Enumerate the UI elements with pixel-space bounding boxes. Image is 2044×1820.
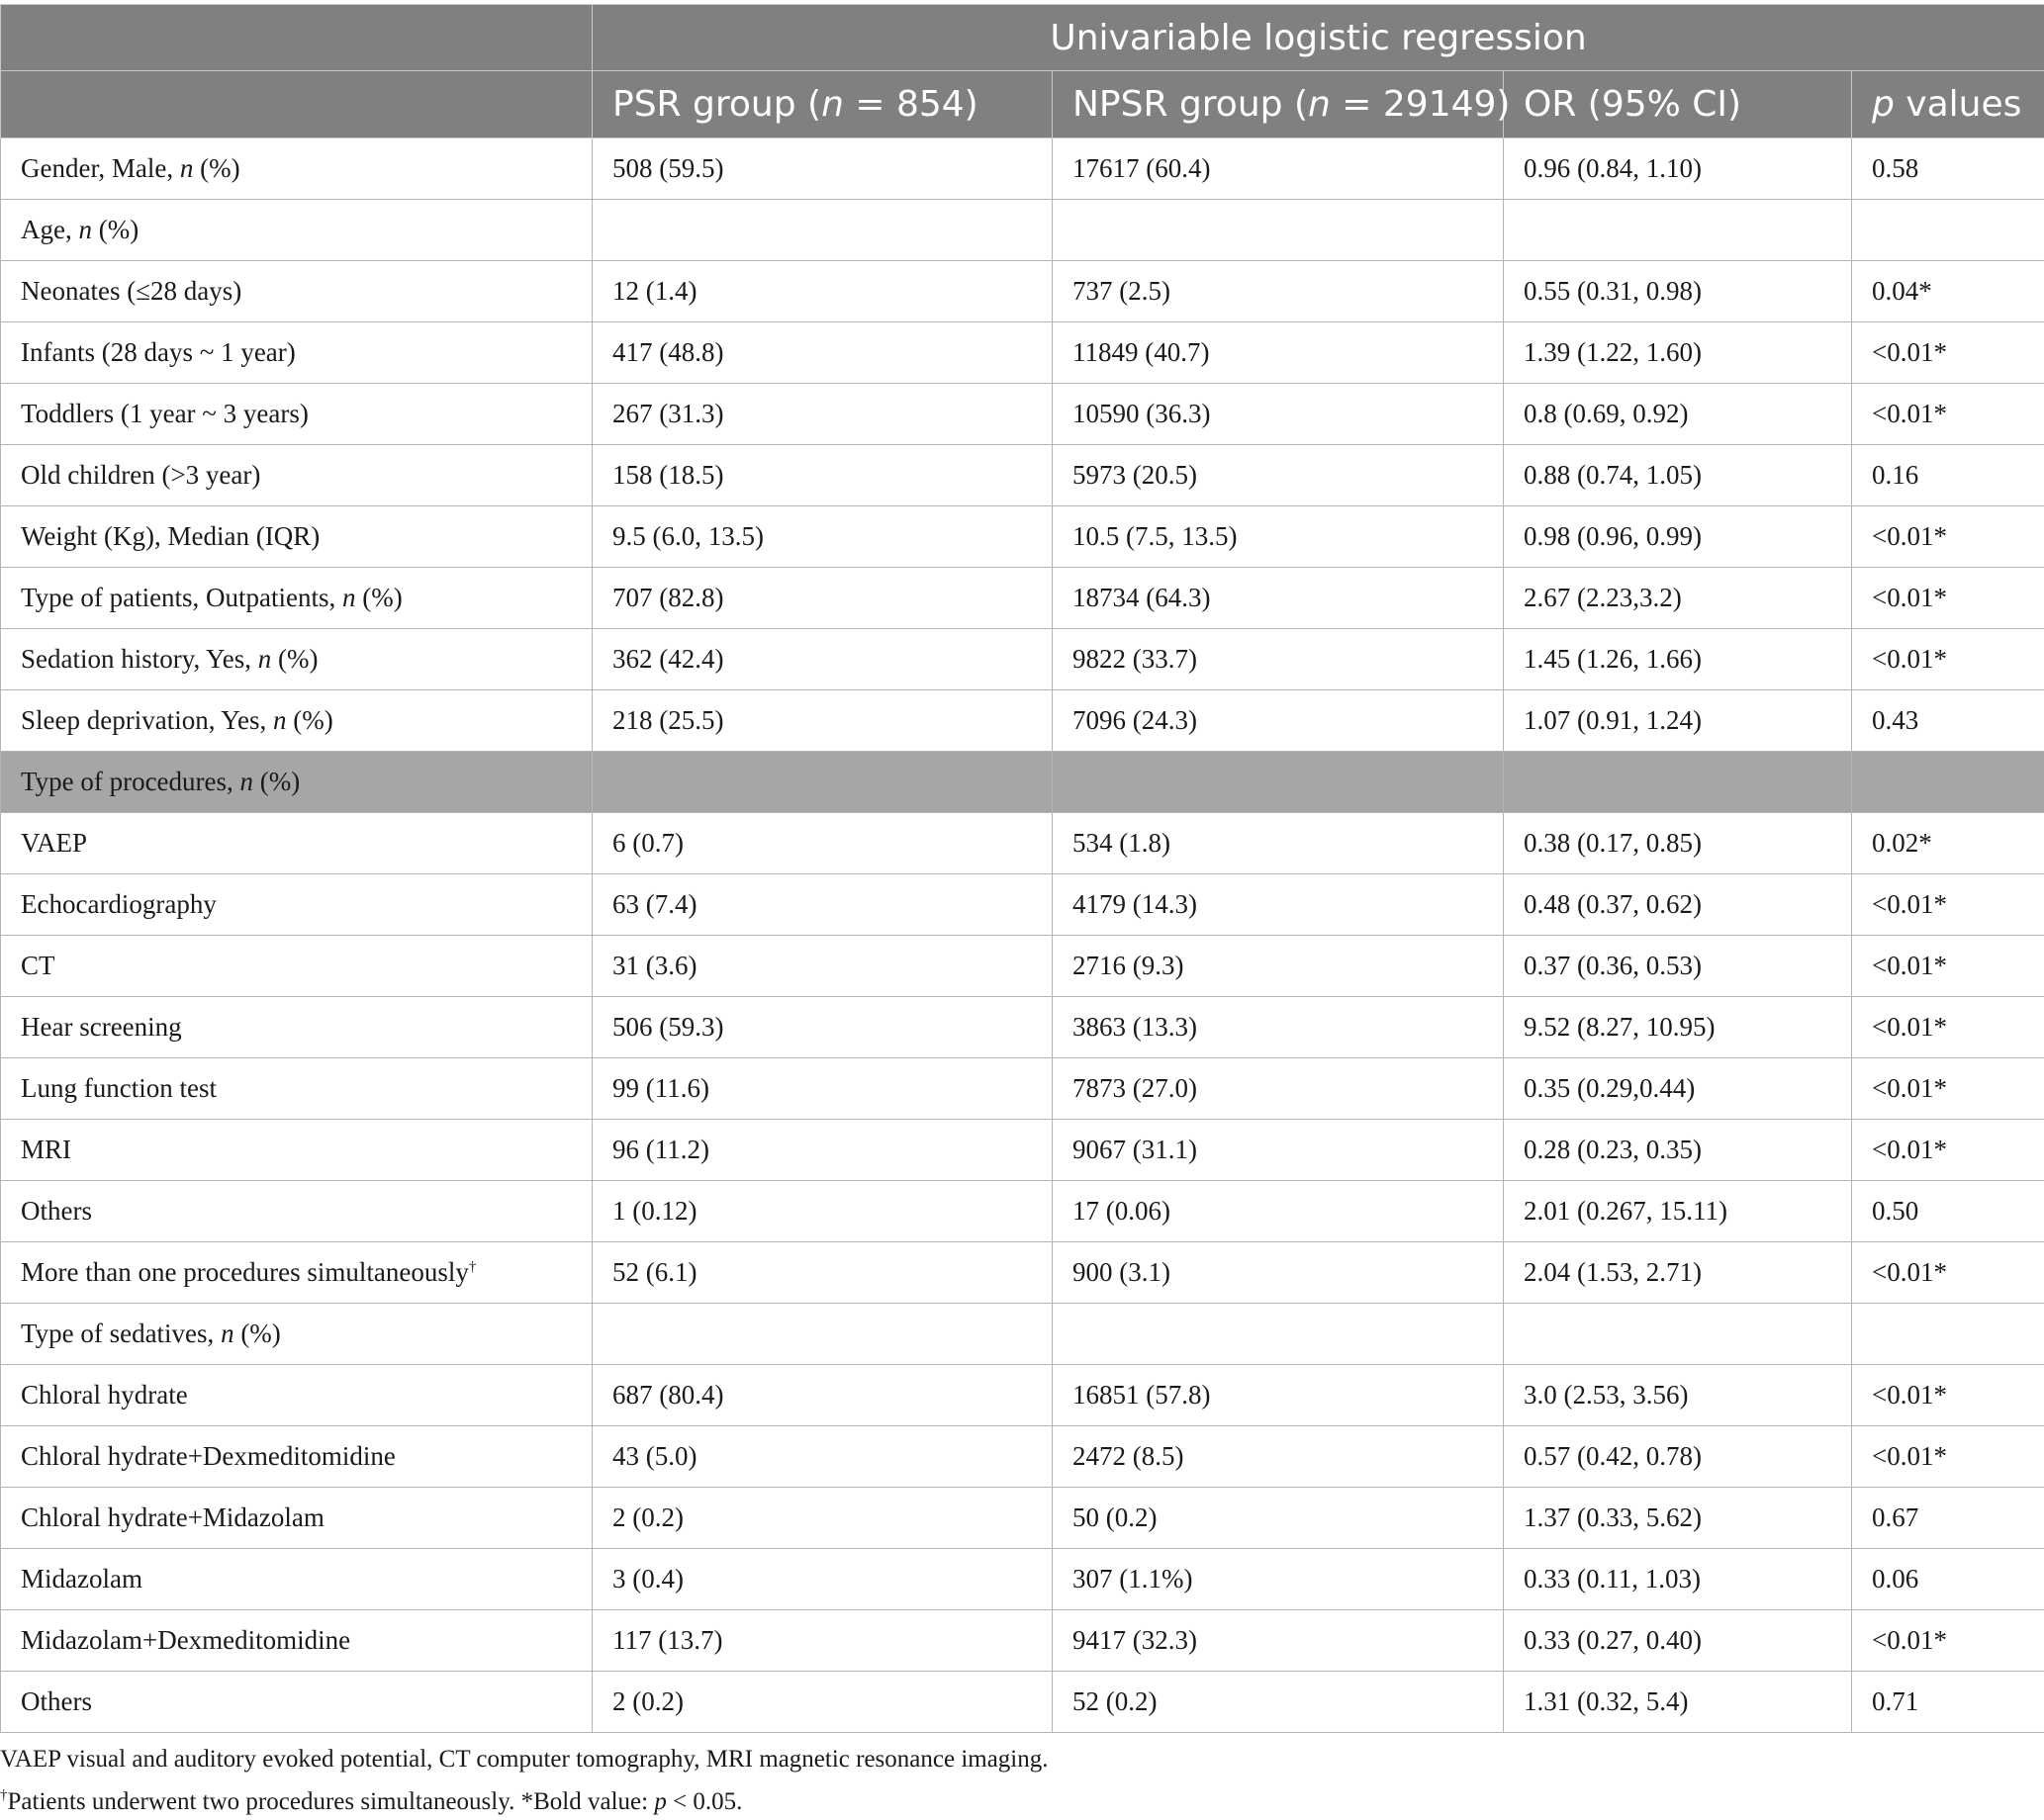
row-label-suffix: (%)	[271, 644, 318, 674]
row-label-text: Others	[21, 1686, 92, 1716]
row-label-text: Echocardiography	[21, 889, 217, 919]
table-row	[1, 1242, 2044, 1304]
npsr-cell: 11849 (40.7)	[1053, 322, 1504, 384]
psr-cell: 2 (0.2)	[593, 1488, 1053, 1549]
npsr-cell: 17617 (60.4)	[1053, 138, 1504, 200]
or-ci-cell	[1504, 1304, 1852, 1365]
p-value-cell: 0.06	[1852, 1549, 2044, 1610]
npsr-cell: 9822 (33.7)	[1053, 629, 1504, 690]
row-label-italic: n	[240, 767, 254, 796]
or-ci-cell	[1504, 752, 1852, 813]
p-value-cell: <0.01*	[1852, 997, 2044, 1058]
row-label	[1, 1610, 593, 1672]
row-label	[1, 1365, 593, 1426]
p-value-cell: <0.01*	[1852, 568, 2044, 629]
psr-cell: 158 (18.5)	[593, 445, 1053, 506]
col-header-npsr: NPSR group (n = 29149)	[1053, 71, 1504, 138]
row-label-text: Others	[21, 1196, 92, 1226]
npsr-cell	[1053, 752, 1504, 813]
psr-cell: 2 (0.2)	[593, 1672, 1053, 1733]
p-value-cell: <0.01*	[1852, 506, 2044, 568]
row-label-suffix: (%)	[234, 1319, 281, 1348]
table-row	[1, 1120, 2044, 1181]
p-value-cell	[1852, 200, 2044, 261]
row-label	[1, 138, 593, 200]
or-ci-cell: 0.88 (0.74, 1.05)	[1504, 445, 1852, 506]
row-label	[1, 568, 593, 629]
or-ci-cell: 0.98 (0.96, 0.99)	[1504, 506, 1852, 568]
row-label	[1, 752, 593, 813]
psr-cell: 6 (0.7)	[593, 813, 1053, 874]
row-label-text: Type of sedatives,	[21, 1319, 221, 1348]
p-value-cell: <0.01*	[1852, 1365, 2044, 1426]
row-label-text: Old children (>3 year)	[21, 460, 260, 490]
p-value-cell: 0.43	[1852, 690, 2044, 752]
p-value-cell: <0.01*	[1852, 1120, 2044, 1181]
row-label-suffix: (%)	[356, 583, 403, 612]
psr-cell	[593, 1304, 1053, 1365]
npsr-cell	[1053, 200, 1504, 261]
table-row	[1, 1672, 2044, 1733]
or-ci-cell: 0.28 (0.23, 0.35)	[1504, 1120, 1852, 1181]
psr-cell: 267 (31.3)	[593, 384, 1053, 445]
row-label	[1, 261, 593, 322]
table-row	[1, 1304, 2044, 1365]
table-row	[1, 1426, 2044, 1488]
npsr-cell: 737 (2.5)	[1053, 261, 1504, 322]
p-value-cell: <0.01*	[1852, 384, 2044, 445]
npsr-cell: 17 (0.06)	[1053, 1181, 1504, 1242]
row-label-text: Chloral hydrate+Dexmeditomidine	[21, 1441, 396, 1471]
p-value-cell: <0.01*	[1852, 936, 2044, 997]
p-value-cell	[1852, 752, 2044, 813]
footnotes	[0, 1742, 1049, 1813]
or-ci-cell: 2.67 (2.23,3.2)	[1504, 568, 1852, 629]
row-label-text: Gender, Male,	[21, 153, 180, 183]
p-value-cell: 0.04*	[1852, 261, 2044, 322]
psr-cell: 31 (3.6)	[593, 936, 1053, 997]
table-row	[1, 506, 2044, 568]
table-row	[1, 1365, 2044, 1426]
p-value-cell: 0.16	[1852, 445, 2044, 506]
table-row	[1, 997, 2044, 1058]
col-header-p: p values	[1852, 71, 2044, 138]
npsr-cell: 900 (3.1)	[1053, 1242, 1504, 1304]
table-row	[1, 1610, 2044, 1672]
row-label-text: Midazolam+Dexmeditomidine	[21, 1625, 350, 1655]
row-label-footnote-mark: †	[469, 1259, 477, 1275]
p-value-cell: 0.67	[1852, 1488, 2044, 1549]
row-label	[1, 445, 593, 506]
table-container	[0, 4, 2044, 1733]
row-label	[1, 813, 593, 874]
psr-cell: 687 (80.4)	[593, 1365, 1053, 1426]
row-label	[1, 1426, 593, 1488]
table-row	[1, 936, 2044, 997]
table-body	[1, 138, 2044, 1733]
or-ci-cell: 0.33 (0.11, 1.03)	[1504, 1549, 1852, 1610]
or-ci-cell: 0.96 (0.84, 1.10)	[1504, 138, 1852, 200]
or-ci-cell: 0.57 (0.42, 0.78)	[1504, 1426, 1852, 1488]
row-label-text: Chloral hydrate	[21, 1380, 188, 1410]
row-label-suffix: (%)	[92, 215, 139, 244]
row-label-text: Type of procedures,	[21, 767, 240, 796]
footnote-significance: †Patients underwent two procedures simultaneously. *Bold value: p < 0.05.	[0, 1777, 1049, 1813]
or-ci-cell: 0.37 (0.36, 0.53)	[1504, 936, 1852, 997]
p-value-cell: 0.58	[1852, 138, 2044, 200]
psr-cell: 362 (42.4)	[593, 629, 1053, 690]
p-value-cell: 0.50	[1852, 1181, 2044, 1242]
or-ci-cell: 1.45 (1.26, 1.66)	[1504, 629, 1852, 690]
or-ci-cell: 0.35 (0.29,0.44)	[1504, 1058, 1852, 1120]
p-value-cell: <0.01*	[1852, 322, 2044, 384]
row-label-text: Age,	[21, 215, 78, 244]
table-row	[1, 568, 2044, 629]
table-header	[1, 5, 2044, 138]
or-ci-cell: 1.07 (0.91, 1.24)	[1504, 690, 1852, 752]
or-ci-cell: 1.39 (1.22, 1.60)	[1504, 322, 1852, 384]
row-label-text: Chloral hydrate+Midazolam	[21, 1502, 325, 1532]
npsr-cell: 2716 (9.3)	[1053, 936, 1504, 997]
row-label	[1, 997, 593, 1058]
footnote-abbreviations: VAEP visual and auditory evoked potential, CT computer tomography, MRI magnetic resonance imaging.	[0, 1742, 1049, 1777]
npsr-cell: 10.5 (7.5, 13.5)	[1053, 506, 1504, 568]
row-label-text: Sleep deprivation, Yes,	[21, 705, 273, 735]
or-ci-cell: 0.38 (0.17, 0.85)	[1504, 813, 1852, 874]
table-row	[1, 445, 2044, 506]
table-row	[1, 384, 2044, 445]
npsr-cell: 50 (0.2)	[1053, 1488, 1504, 1549]
or-ci-cell: 9.52 (8.27, 10.95)	[1504, 997, 1852, 1058]
p-value-cell: <0.01*	[1852, 1610, 2044, 1672]
row-label	[1, 384, 593, 445]
p-value-cell: 0.71	[1852, 1672, 2044, 1733]
row-label	[1, 1304, 593, 1365]
row-label-text: CT	[21, 951, 55, 980]
row-label	[1, 629, 593, 690]
p-value-cell	[1852, 1304, 2044, 1365]
row-label-italic: n	[273, 705, 287, 735]
row-label	[1, 1672, 593, 1733]
header-row-span	[1, 5, 2044, 71]
regression-table	[0, 4, 2044, 1733]
table-row	[1, 1058, 2044, 1120]
row-label-text: Infants (28 days ~ 1 year)	[21, 337, 296, 367]
p-value-cell: <0.01*	[1852, 1058, 2044, 1120]
col-header-or: OR (95% CI)	[1504, 71, 1852, 138]
row-label-text: Sedation history, Yes,	[21, 644, 258, 674]
npsr-cell: 18734 (64.3)	[1053, 568, 1504, 629]
npsr-cell: 2472 (8.5)	[1053, 1426, 1504, 1488]
npsr-cell	[1053, 1304, 1504, 1365]
psr-cell: 508 (59.5)	[593, 138, 1053, 200]
table-row	[1, 261, 2044, 322]
table-row	[1, 1488, 2044, 1549]
table-row	[1, 629, 2044, 690]
psr-cell: 9.5 (6.0, 13.5)	[593, 506, 1053, 568]
psr-cell: 506 (59.3)	[593, 997, 1053, 1058]
psr-cell: 3 (0.4)	[593, 1549, 1053, 1610]
or-ci-cell: 2.04 (1.53, 2.71)	[1504, 1242, 1852, 1304]
table-row	[1, 813, 2044, 874]
row-label-text: Weight (Kg), Median (IQR)	[21, 521, 320, 551]
psr-cell	[593, 752, 1053, 813]
row-label-suffix: (%)	[193, 153, 239, 183]
table-row	[1, 138, 2044, 200]
header-row-columns	[1, 71, 2044, 138]
npsr-cell: 52 (0.2)	[1053, 1672, 1504, 1733]
psr-cell: 43 (5.0)	[593, 1426, 1053, 1488]
table-row	[1, 690, 2044, 752]
npsr-cell: 5973 (20.5)	[1053, 445, 1504, 506]
row-label	[1, 936, 593, 997]
row-label-text: Lung function test	[21, 1073, 217, 1103]
npsr-cell: 16851 (57.8)	[1053, 1365, 1504, 1426]
table-row	[1, 200, 2044, 261]
or-ci-cell: 0.33 (0.27, 0.40)	[1504, 1610, 1852, 1672]
row-label-text: VAEP	[21, 828, 87, 858]
row-label	[1, 874, 593, 936]
row-label	[1, 506, 593, 568]
col-header-variable	[1, 71, 593, 138]
row-label-italic: n	[180, 153, 194, 183]
npsr-cell: 10590 (36.3)	[1053, 384, 1504, 445]
psr-cell: 707 (82.8)	[593, 568, 1053, 629]
row-label	[1, 1488, 593, 1549]
row-label-italic: n	[342, 583, 356, 612]
row-label-suffix: (%)	[253, 767, 300, 796]
psr-cell: 218 (25.5)	[593, 690, 1053, 752]
psr-cell: 99 (11.6)	[593, 1058, 1053, 1120]
row-label-italic: n	[221, 1319, 234, 1348]
npsr-cell: 9417 (32.3)	[1053, 1610, 1504, 1672]
npsr-cell: 307 (1.1%)	[1053, 1549, 1504, 1610]
row-label-suffix: (%)	[286, 705, 332, 735]
npsr-cell: 4179 (14.3)	[1053, 874, 1504, 936]
or-ci-cell: 1.37 (0.33, 5.62)	[1504, 1488, 1852, 1549]
col-header-psr: PSR group (n = 854)	[593, 71, 1053, 138]
or-ci-cell: 0.48 (0.37, 0.62)	[1504, 874, 1852, 936]
p-value-cell: <0.01*	[1852, 629, 2044, 690]
or-ci-cell: 0.55 (0.31, 0.98)	[1504, 261, 1852, 322]
row-label	[1, 1120, 593, 1181]
psr-cell: 52 (6.1)	[593, 1242, 1053, 1304]
row-label	[1, 1181, 593, 1242]
row-label	[1, 1242, 593, 1304]
npsr-cell: 7873 (27.0)	[1053, 1058, 1504, 1120]
or-ci-cell: 3.0 (2.53, 3.56)	[1504, 1365, 1852, 1426]
row-label-text: MRI	[21, 1135, 71, 1164]
row-label-text: Type of patients, Outpatients,	[21, 583, 342, 612]
row-label	[1, 1549, 593, 1610]
row-label-text: Neonates (≤28 days)	[21, 276, 241, 306]
row-label-text: Hear screening	[21, 1012, 182, 1042]
or-ci-cell: 0.8 (0.69, 0.92)	[1504, 384, 1852, 445]
row-label-text: Midazolam	[21, 1564, 142, 1593]
psr-cell: 417 (48.8)	[593, 322, 1053, 384]
p-value-cell: <0.01*	[1852, 874, 2044, 936]
npsr-cell: 7096 (24.3)	[1053, 690, 1504, 752]
row-label-italic: n	[258, 644, 272, 674]
row-label-text: More than one procedures simultaneously	[21, 1257, 469, 1287]
npsr-cell: 534 (1.8)	[1053, 813, 1504, 874]
psr-cell: 63 (7.4)	[593, 874, 1053, 936]
npsr-cell: 9067 (31.1)	[1053, 1120, 1504, 1181]
section-row	[1, 752, 2044, 813]
row-label	[1, 1058, 593, 1120]
table-row	[1, 874, 2044, 936]
table-row	[1, 1181, 2044, 1242]
table-row	[1, 1549, 2044, 1610]
psr-cell: 96 (11.2)	[593, 1120, 1053, 1181]
psr-cell: 1 (0.12)	[593, 1181, 1053, 1242]
psr-cell	[593, 200, 1053, 261]
row-label-italic: n	[78, 215, 92, 244]
row-label	[1, 200, 593, 261]
row-label	[1, 690, 593, 752]
psr-cell: 12 (1.4)	[593, 261, 1053, 322]
header-span-label: Univariable logistic regression	[593, 5, 2044, 71]
or-ci-cell	[1504, 200, 1852, 261]
psr-cell: 117 (13.7)	[593, 1610, 1053, 1672]
row-label	[1, 322, 593, 384]
header-blank-cell	[1, 5, 593, 71]
p-value-cell: <0.01*	[1852, 1426, 2044, 1488]
or-ci-cell: 1.31 (0.32, 5.4)	[1504, 1672, 1852, 1733]
p-value-cell: <0.01*	[1852, 1242, 2044, 1304]
table-row	[1, 322, 2044, 384]
row-label-text: Toddlers (1 year ~ 3 years)	[21, 399, 309, 428]
or-ci-cell: 2.01 (0.267, 15.11)	[1504, 1181, 1852, 1242]
p-value-cell: 0.02*	[1852, 813, 2044, 874]
npsr-cell: 3863 (13.3)	[1053, 997, 1504, 1058]
